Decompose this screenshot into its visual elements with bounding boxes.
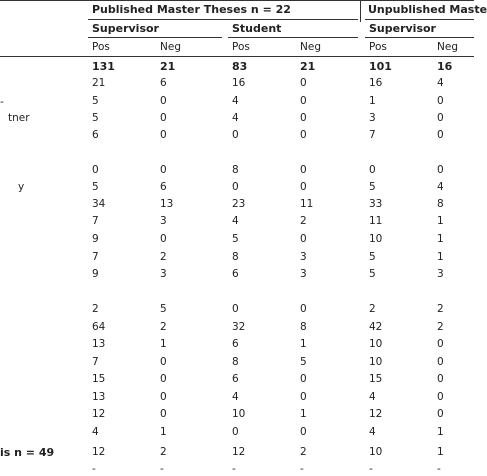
table-cell: 1	[437, 233, 444, 245]
header-subgroup-rule-student	[228, 37, 358, 38]
table-cell: 6	[92, 129, 99, 141]
table-cell: 0	[160, 356, 167, 368]
col-pos-1: Pos	[92, 41, 110, 53]
table-cell: 1	[369, 95, 376, 107]
table-cell: 8	[232, 251, 239, 263]
table-cell: -	[437, 463, 441, 475]
header-unpublished: Unpublished Maste	[368, 3, 487, 16]
table-cell: 3	[160, 268, 167, 280]
table-cell: 0	[232, 129, 239, 141]
table-cell: 9	[92, 233, 99, 245]
header-group-rule-unpublished	[365, 19, 474, 20]
header-bottom-rule	[0, 56, 474, 57]
header-group-rule-published	[88, 19, 358, 20]
table-cell: 10	[369, 338, 383, 350]
col-neg-3: Neg	[437, 41, 458, 53]
table-cell: -	[300, 463, 304, 475]
table-cell: 5	[160, 303, 167, 315]
table-cell: 0	[300, 164, 307, 176]
table-cell: 0	[232, 181, 239, 193]
header-subgroup-rule-supervisor	[88, 37, 222, 38]
table-cell: 0	[437, 164, 444, 176]
table-cell: 4	[369, 426, 376, 438]
table-cell: 0	[300, 129, 307, 141]
table-cell: 2	[160, 446, 167, 458]
table-cell: 5	[369, 251, 376, 263]
table-cell: 6	[160, 77, 167, 89]
table-cell: 3	[300, 268, 307, 280]
table-cell: 2	[437, 303, 444, 315]
table-cell: 15	[369, 373, 383, 385]
table-cell: 64	[92, 321, 106, 333]
table-cell: 10	[369, 356, 383, 368]
table-cell: 0	[300, 77, 307, 89]
table-cell: 42	[369, 321, 383, 333]
table-cell: 21	[160, 60, 176, 73]
table-cell: 0	[92, 164, 99, 176]
table-cell: 3	[369, 112, 376, 124]
table-cell: 2	[369, 303, 376, 315]
table-cell: 4	[369, 391, 376, 403]
table-cell: 0	[437, 391, 444, 403]
table-cell: 13	[92, 391, 106, 403]
table-cell: 16	[369, 77, 383, 89]
table-cell: 16	[232, 77, 246, 89]
table-cell: 0	[437, 373, 444, 385]
table-cell: 1	[437, 251, 444, 263]
header-published: Published Master Theses n = 22	[92, 3, 291, 16]
row-label: ‑	[0, 96, 4, 108]
table-cell: 13	[160, 198, 174, 210]
table-cell: 5	[92, 95, 99, 107]
table-cell: 0	[160, 164, 167, 176]
table-cell: 16	[437, 60, 453, 73]
table-cell: 4	[437, 181, 444, 193]
subheader-student: Student	[232, 22, 282, 35]
table-cell: 1	[300, 338, 307, 350]
table-cell: 0	[160, 129, 167, 141]
table-cell: 0	[160, 373, 167, 385]
table-cell: 0	[160, 233, 167, 245]
table-cell: 9	[92, 268, 99, 280]
table-cell: 34	[92, 198, 106, 210]
table-cell: 5	[92, 181, 99, 193]
table-cell: 8	[232, 164, 239, 176]
table-cell: 0	[160, 95, 167, 107]
column-separator	[360, 0, 361, 22]
table-cell: 6	[232, 373, 239, 385]
col-neg-2: Neg	[300, 41, 321, 53]
table-cell: 0	[437, 338, 444, 350]
table-cell: 5	[369, 181, 376, 193]
table-cell: 0	[300, 112, 307, 124]
table-cell: 8	[232, 356, 239, 368]
table-cell: 6	[160, 181, 167, 193]
table-cell: 2	[160, 251, 167, 263]
table-cell: 0	[232, 426, 239, 438]
table-cell: 0	[437, 112, 444, 124]
table-cell: 4	[232, 112, 239, 124]
table-cell: 0	[300, 426, 307, 438]
table-cell: 0	[300, 303, 307, 315]
table-cell: 21	[300, 60, 316, 73]
table-cell: 83	[232, 60, 248, 73]
table-cell: 131	[92, 60, 115, 73]
table-cell: 101	[369, 60, 392, 73]
table-cell: 2	[437, 321, 444, 333]
table-cell: 5	[300, 356, 307, 368]
table-cell: 12	[92, 408, 106, 420]
table-cell: 11	[300, 198, 314, 210]
table-cell: 0	[232, 303, 239, 315]
table-cell: 1	[160, 338, 167, 350]
table-cell: 0	[300, 95, 307, 107]
table-cell: 21	[92, 77, 106, 89]
table-cell: 10	[369, 446, 383, 458]
table-cell: 7	[92, 356, 99, 368]
table-cell: 0	[160, 391, 167, 403]
table-cell: 1	[437, 426, 444, 438]
table-cell: 15	[92, 373, 106, 385]
col-pos-3: Pos	[369, 41, 387, 53]
table-cell: 8	[437, 198, 444, 210]
table-cell: 3	[300, 251, 307, 263]
table-cell: 33	[369, 198, 383, 210]
table-cell: 23	[232, 198, 246, 210]
table-cell: 6	[232, 268, 239, 280]
table-cell: -	[160, 463, 164, 475]
table-cell: -	[232, 463, 236, 475]
table-cell: 4	[437, 77, 444, 89]
table-cell: 0	[300, 391, 307, 403]
table-cell: 7	[369, 129, 376, 141]
table-cell: 0	[437, 356, 444, 368]
table-cell: 0	[300, 233, 307, 245]
table-cell: 1	[160, 426, 167, 438]
table-cell: 0	[437, 95, 444, 107]
table-cell: 4	[232, 215, 239, 227]
table-cell: -	[92, 463, 96, 475]
table-cell: 0	[160, 112, 167, 124]
table-cell: 3	[160, 215, 167, 227]
table-cell: 2	[300, 446, 307, 458]
table-cell: 11	[369, 215, 383, 227]
row-label: tner	[8, 112, 30, 124]
table-cell: 1	[437, 446, 444, 458]
table-cell: 1	[437, 215, 444, 227]
subheader-unpub-supervisor: Supervisor	[369, 22, 436, 35]
table-cell: 5	[369, 268, 376, 280]
row-label: y	[18, 181, 25, 193]
table-cell: 10	[369, 233, 383, 245]
col-neg-1: Neg	[160, 41, 181, 53]
table-cell: 10	[232, 408, 246, 420]
header-subgroup-rule-unpub-supervisor	[365, 37, 474, 38]
table-cell: 7	[92, 251, 99, 263]
table-cell: 32	[232, 321, 246, 333]
table-cell: 2	[300, 215, 307, 227]
table-cell: 4	[232, 95, 239, 107]
table-cell: 0	[300, 373, 307, 385]
table-cell: 6	[232, 338, 239, 350]
table-cell: 12	[92, 446, 106, 458]
table-cell: 5	[92, 112, 99, 124]
table-cell: 5	[232, 233, 239, 245]
table-cell: 0	[437, 129, 444, 141]
table-cell: 4	[92, 426, 99, 438]
col-pos-2: Pos	[232, 41, 250, 53]
table-cell: 0	[300, 181, 307, 193]
table-cell: 4	[232, 391, 239, 403]
table-cell: 0	[160, 408, 167, 420]
table-cell: 12	[232, 446, 246, 458]
top-rule	[0, 0, 474, 1]
table-cell: 0	[369, 164, 376, 176]
row-label-total: is n = 49	[0, 446, 55, 459]
subheader-supervisor: Supervisor	[92, 22, 159, 35]
table-cell: 12	[369, 408, 383, 420]
table-cell: 1	[300, 408, 307, 420]
table-cell: 13	[92, 338, 106, 350]
table-cell: 0	[437, 408, 444, 420]
table-cell: 2	[92, 303, 99, 315]
table-cell: 2	[160, 321, 167, 333]
table-cell: 7	[92, 215, 99, 227]
table-cell: 8	[300, 321, 307, 333]
table-cell: 3	[437, 268, 444, 280]
table-cell: -	[369, 463, 373, 475]
